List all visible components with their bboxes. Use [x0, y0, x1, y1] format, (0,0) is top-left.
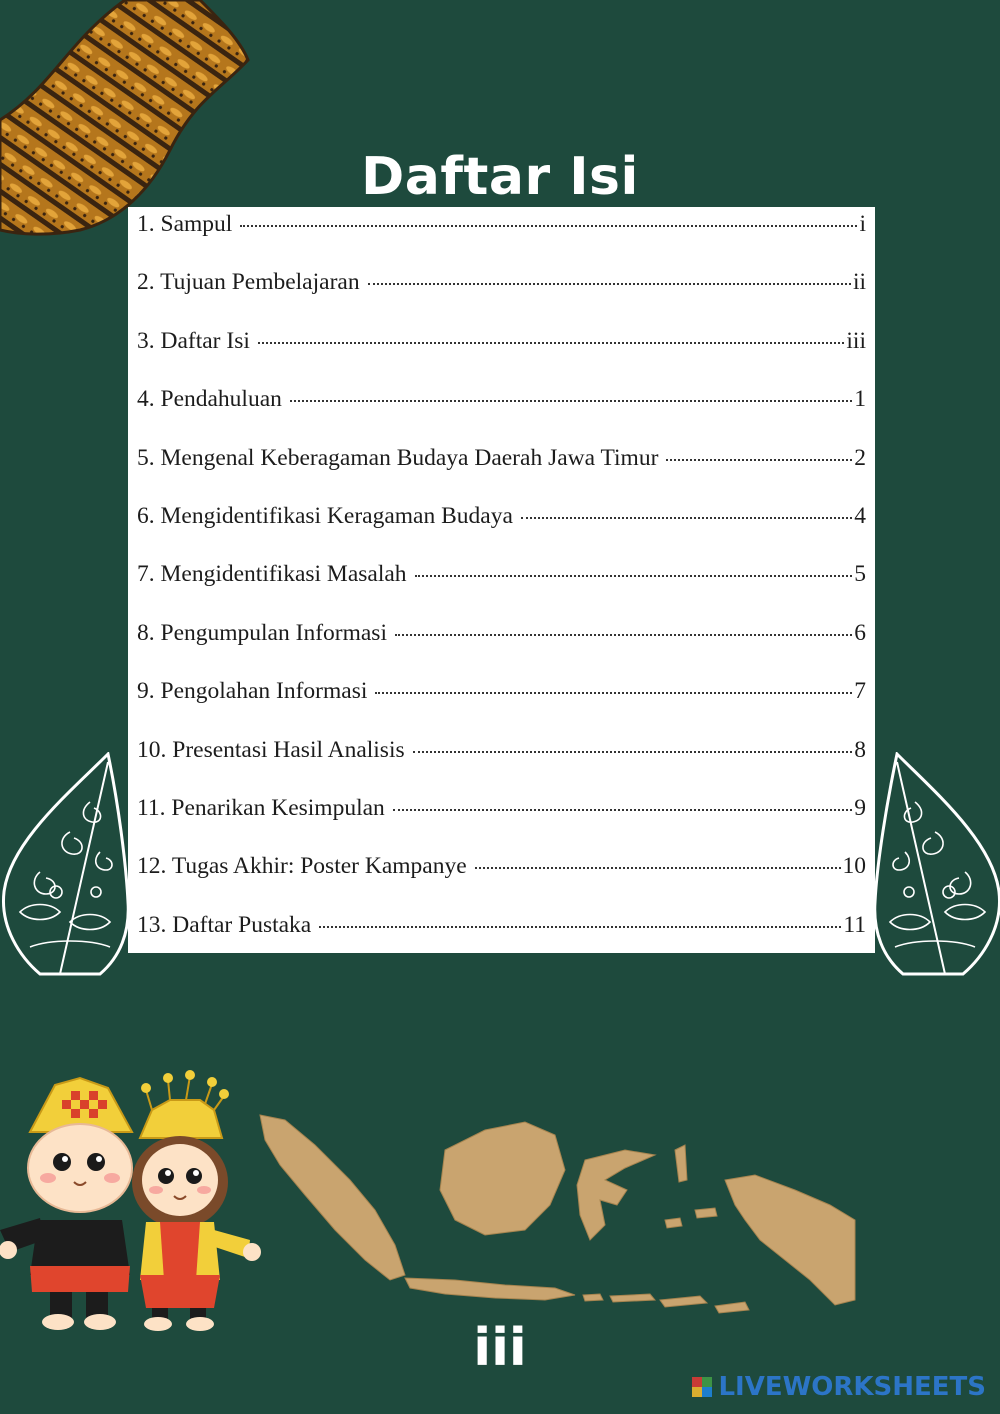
- toc-item-page: iii: [846, 327, 866, 354]
- toc-item-label: 8. Pengumpulan Informasi: [137, 619, 387, 646]
- toc-leader-dots: [395, 634, 852, 636]
- watermark-text: LIVEWORKSHEETS: [718, 1372, 986, 1402]
- toc-row[interactable]: [137, 737, 866, 795]
- page-number: iii: [473, 1318, 527, 1378]
- toc-item-label: 3. Daftar Isi: [137, 327, 250, 354]
- toc-item-page: 8: [854, 736, 866, 763]
- toc-row[interactable]: [137, 445, 866, 503]
- toc-row[interactable]: [137, 503, 866, 561]
- toc-item-page: 7: [854, 678, 866, 705]
- toc-item-label: 5. Mengenal Keberagaman Budaya Daerah Jawa Timur: [137, 444, 659, 471]
- toc-leader-dots: [258, 342, 845, 344]
- gunungan-left-icon: [0, 752, 132, 978]
- toc-leader-dots: [475, 867, 841, 869]
- toc-item-page: 2: [854, 444, 866, 471]
- toc-leader-dots: [375, 692, 852, 694]
- toc-item-label: 2. Tujuan Pembelajaran: [137, 269, 360, 296]
- toc-item-page: ii: [852, 269, 866, 296]
- toc-row[interactable]: [137, 211, 866, 269]
- toc-item-page: i: [859, 211, 866, 237]
- toc-leader-dots: [368, 283, 851, 285]
- toc-row[interactable]: [137, 269, 866, 327]
- liveworksheets-watermark: [692, 1372, 986, 1402]
- toc-item-page: 5: [854, 561, 866, 588]
- toc-leader-dots: [415, 575, 853, 577]
- toc-item-label: 4. Pendahuluan: [137, 386, 282, 413]
- toc-leader-dots: [240, 225, 857, 227]
- toc-row[interactable]: [137, 328, 866, 386]
- toc-leader-dots: [290, 400, 852, 402]
- toc-item-label: 6. Mengidentifikasi Keragaman Budaya: [137, 502, 513, 529]
- toc-item-page: 9: [854, 794, 866, 821]
- toc-item-label: 10. Presentasi Hasil Analisis: [137, 736, 405, 763]
- toc-leader-dots: [319, 926, 841, 928]
- toc-item-label: 13. Daftar Pustaka: [137, 911, 312, 938]
- toc-row[interactable]: [137, 853, 866, 911]
- children-traditional-costume-icon: [0, 1070, 262, 1332]
- toc-item-page: 1: [854, 386, 866, 413]
- toc-row[interactable]: [137, 795, 866, 853]
- toc-item-page: 10: [842, 853, 866, 880]
- toc-panel: [128, 207, 875, 953]
- toc-item-label: 12. Tugas Akhir: Poster Kampanye: [137, 853, 467, 880]
- toc-leader-dots: [666, 459, 852, 461]
- toc-item-page: 11: [843, 911, 866, 938]
- toc-item-label: 9. Pengolahan Informasi: [137, 678, 368, 705]
- page-title: Daftar Isi: [361, 146, 639, 207]
- toc-row[interactable]: [137, 678, 866, 736]
- liveworksheets-logo-icon: [692, 1377, 712, 1397]
- toc-item-page: 6: [854, 619, 866, 646]
- toc-row[interactable]: [137, 620, 866, 678]
- toc-leader-dots: [413, 751, 853, 753]
- toc-leader-dots: [521, 517, 852, 519]
- gunungan-right-icon: [875, 752, 1000, 978]
- indonesia-map-icon: [255, 1110, 860, 1335]
- toc-row[interactable]: [137, 912, 866, 970]
- toc-row[interactable]: [137, 561, 866, 619]
- toc-leader-dots: [393, 809, 852, 811]
- toc-item-label: 1. Sampul: [137, 211, 233, 237]
- toc-row[interactable]: [137, 386, 866, 444]
- toc-item-label: 11. Penarikan Kesimpulan: [137, 794, 385, 821]
- toc-item-label: 7. Mengidentifikasi Masalah: [137, 561, 407, 588]
- toc-item-page: 4: [854, 502, 866, 529]
